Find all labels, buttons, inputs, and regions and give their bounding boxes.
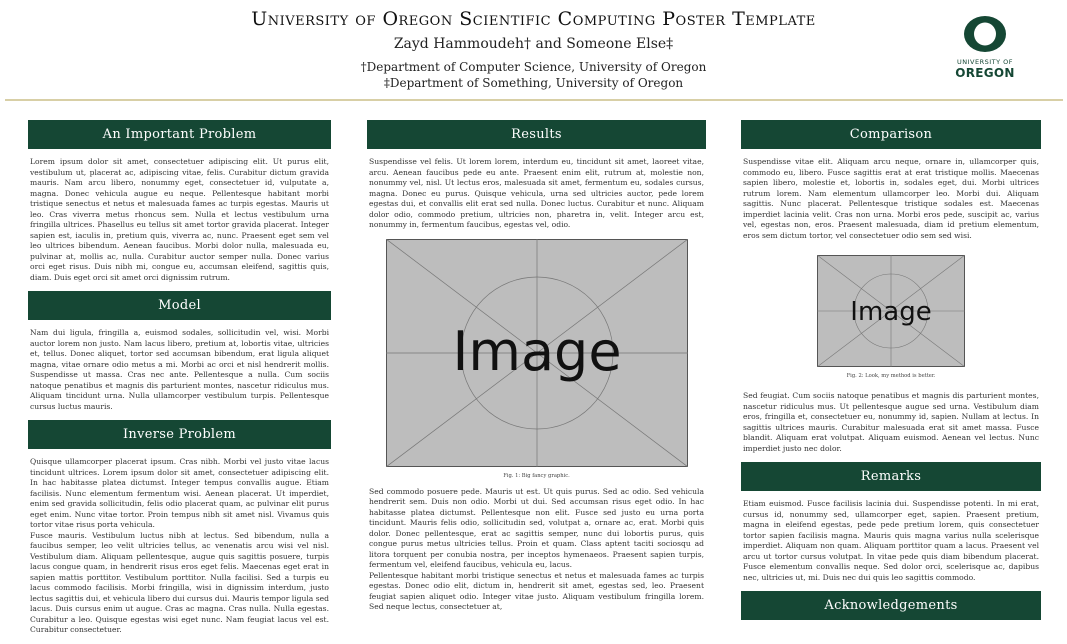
comparison-figure: [741, 255, 1041, 379]
comparison-text-2: Sed feugiat. Cum sociis natoque penatibus et magnis dis parturient montes, nascetur ridiculus mus. Ut pellentesque augue sed urna. Vestibulum diam eros, fringilla et, consectetuer eu, nonummy id, sapien. Nullam at lectus. In sagittis ultrices mauris. Curabitur malesuada erat sit amet massa. Fusce blandit. Aliquam erat volutpat. Aliquam euismod. Aenean vel lectus. Nunc imperdiet justo nec dolor.: [743, 391, 1039, 453]
affiliation-1: †Department of Computer Science, University of Oregon: [360, 60, 707, 74]
section-heading-acknowledgements: Acknowledgements: [741, 591, 1041, 620]
figure-caption-1: Fig. 1: Big fancy graphic.: [503, 472, 570, 479]
image-label-2: Image: [850, 297, 932, 327]
section-heading-inverse-problem: Inverse Problem: [28, 420, 331, 449]
section-heading-important-problem: An Important Problem: [28, 120, 331, 149]
poster-header: [0, 0, 1067, 100]
university-logo: [952, 14, 1018, 80]
image-placeholder-icon: [817, 255, 965, 367]
inverse-problem-text-2: Fusce mauris. Vestibulum luctus nibh at lectus. Sed bibendum, nulla a faucibus semper, leo velit ultricies tellus, ac venenatis arcu wisi vel nisl. Vestibulum diam. Aliquam pellentesque, augue quis sagittis posuere, turpis lacus congue quam, in hendrerit risus eros eget felis. Maecenas eget erat in sapien mattis porttitor. Vestibulum porttitor. Nulla facilisi. Sed a turpis eu lacus commodo facilisis. Morbi fringilla, wisi in dignissim interdum, justo lectus sagittis dui, et vehicula libero dui cursus dui. Mauris tempor ligula sed lacus. Duis cursus enim ut augue. Cras ac magna. Cras nulla. Nulla egestas. Curabitur a leo. Quisque egestas wisi eget nunc. Nam feugiat lacus vel est. Curabitur consectetuer.: [30, 530, 329, 634]
poster-title: University of Oregon Scientific Computing Poster Template: [251, 8, 816, 30]
section-heading-model: Model: [28, 291, 331, 320]
author-line: Zayd Hammoudeh† and Someone Else‡: [393, 36, 674, 52]
model-text: Nam dui ligula, fringilla a, euismod sodales, sollicitudin vel, wisi. Morbi auctor lorem non justo. Nam lacus libero, pretium at, lobortis vitae, ultricies et, tellus. Donec aliquet, tortor sed accumsan bibendum, erat ligula aliquet magna, vitae ornare odio metus a mi. Morbi ac orci et nisl hendrerit mollis. Suspendisse ut massa. Cras nec ante. Pellentesque a nulla. Cum sociis natoque penatibus et magnis dis parturient montes, nascetur ridiculus mus. Aliquam tincidunt urna. Nulla ullamcorper vestibulum turpis. Pellentesque cursus luctus mauris.: [30, 328, 329, 411]
inverse-problem-text-1: Quisque ullamcorper placerat ipsum. Cras nibh. Morbi vel justo vitae lacus tincidunt ultrices. Lorem ipsum dolor sit amet, consectetuer adipiscing elit. In hac habitasse platea dictumst. Integer tempus convallis augue. Etiam facilisis. Nunc elementum fermentum wisi. Aenean placerat. Ut imperdiet, enim sed gravida sollicitudin, felis odio placerat quam, ac pulvinar elit purus eget enim. Nunc vitae tortor. Proin tempus nibh sit amet nisl. Vivamus quis tortor vitae risus porta vehicula.: [30, 457, 329, 529]
middle-column: [367, 120, 706, 621]
results-text-1: Suspendisse vel felis. Ut lorem lorem, interdum eu, tincidunt sit amet, laoreet vitae, arcu. Aenean faucibus pede eu ante. Praesent enim elit, rutrum at, molestie non, nonummy vel, nisl. Ut lectus eros, malesuada sit amet, fermentum eu, sodales cursus, magna. Donec eu purus. Quisque vehicula, urna sed ultricies auctor, pede lorem egestas dui, et convallis elit erat sed nulla. Donec luctus. Curabitur et nunc. Aliquam dolor odio, commodo pretium, ultricies non, pharetra in, velit. Integer arcu est, nonummy in, fermentum faucibus, egestas vel, odio.: [369, 157, 704, 229]
figure-caption-2: Fig. 2: Look, my method is better.: [846, 373, 936, 379]
remarks-text: Etiam euismod. Fusce facilisis lacinia dui. Suspendisse potenti. In mi erat, cursus id, nonummy sed, ullamcorper eget, sapien. Praesent pretium, magna in eleifend egestas, pede pede pretium lorem, quis consectetuer tortor sapien facilisis magna. Mauris quis magna varius nulla scelerisque imperdiet. Aliquam non quam. Aliquam porttitor quam a lacus. Praesent vel arcu ut tortor cursus volutpat. In vitae pede quis diam bibendum placerat. Fusce elementum convallis neque. Sed dolor orci, scelerisque ac, dapibus nec, ultricies ut, mi. Duis nec dui quis leo sagittis commodo.: [743, 499, 1039, 582]
image-placeholder-icon: [386, 239, 688, 467]
important-problem-text: Lorem ipsum dolor sit amet, consectetuer adipiscing elit. Ut purus elit, vestibulum ut, placerat ac, adipiscing vitae, felis. Curabitur dictum gravida mauris. Nam arcu libero, nonummy eget, consectetuer id, vulputate a, magna. Donec vehicula augue eu neque. Pellentesque habitant morbi tristique senectus et netus et malesuada fames ac turpis egestas. Mauris ut leo. Cras viverra metus rhoncus sem. Nulla et lectus vestibulum urna fringilla ultrices. Phasellus eu tellus sit amet tortor gravida placerat. Integer sapien est, iaculis in, pretium quis, viverra ac, nunc. Praesent eget sem vel leo ultrices bibendum. Aenean faucibus. Morbi dolor nulla, malesuada eu, pulvinar at, mollis ac, nulla. Curabitur auctor semper nulla. Donec varius orci eget risus. Duis nibh mi, congue eu, accumsan eleifend, sagittis quis, diam. Duis eget orci sit amet orci dignissim rutrum.: [30, 157, 329, 282]
affiliation-2: ‡Department of Something, University of Oregon: [383, 76, 684, 90]
section-heading-remarks: Remarks: [741, 462, 1041, 491]
left-column: [28, 120, 331, 644]
o-logo-icon: [962, 14, 1008, 54]
logo-oregon-text: OREGON: [955, 66, 1015, 80]
right-column: [741, 120, 1041, 620]
header-divider: [5, 99, 1063, 101]
section-heading-results: Results: [367, 120, 706, 149]
results-text-3: Pellentesque habitant morbi tristique senectus et netus et malesuada fames ac turpis egestas. Donec odio elit, dictum in, hendrerit sit amet, egestas sed, leo. Praesent feugiat sapien aliquet odio. Integer vitae justo. Aliquam vestibulum fringilla lorem. Sed neque lectus, consectetuer at,: [369, 570, 704, 611]
results-figure: [367, 239, 706, 479]
image-label-1: Image: [451, 319, 622, 383]
results-text-2: Sed commodo posuere pede. Mauris ut est. Ut quis purus. Sed ac odio. Sed vehicula hendrerit sem. Duis non odio. Morbi ut dui. Sed accumsan risus eget odio. In hac habitasse platea dictumst. Pellentesque non elit. Fusce sed justo eu urna porta tincidunt. Mauris felis odio, sollicitudin sed, volutpat a, ornare ac, erat. Morbi quis dolor. Donec pellentesque, erat ac sagittis semper, nunc dui lobortis purus, quis congue purus metus ultricies tellus. Proin et quam. Class aptent taciti sociosqu ad litora torquent per conubia nostra, per inceptos hymenaeos. Praesent sapien turpis, fermentum vel, eleifend faucibus, vehicula eu, lacus.: [369, 486, 704, 569]
comparison-text-1: Suspendisse vitae elit. Aliquam arcu neque, ornare in, ullamcorper quis, commodo eu, libero. Fusce sagittis erat at erat tristique mollis. Maecenas sapien libero, molestie et, lobortis in, sodales eget, dui. Morbi ultrices rutrum lorem. Nam elementum ullamcorper leo. Morbi dui. Aliquam sagittis. Nunc placerat. Pellentesque tristique sodales est. Maecenas imperdiet lacinia velit. Cras non urna. Morbi eros pede, suscipit ac, varius vel, egestas non, eros. Praesent malesuada, diam id pretium elementum, eros sem dictum tortor, vel consectetuer odio sem sed wisi.: [743, 157, 1039, 240]
section-heading-comparison: Comparison: [741, 120, 1041, 149]
logo-university-text: UNIVERSITY OF: [956, 58, 1013, 66]
